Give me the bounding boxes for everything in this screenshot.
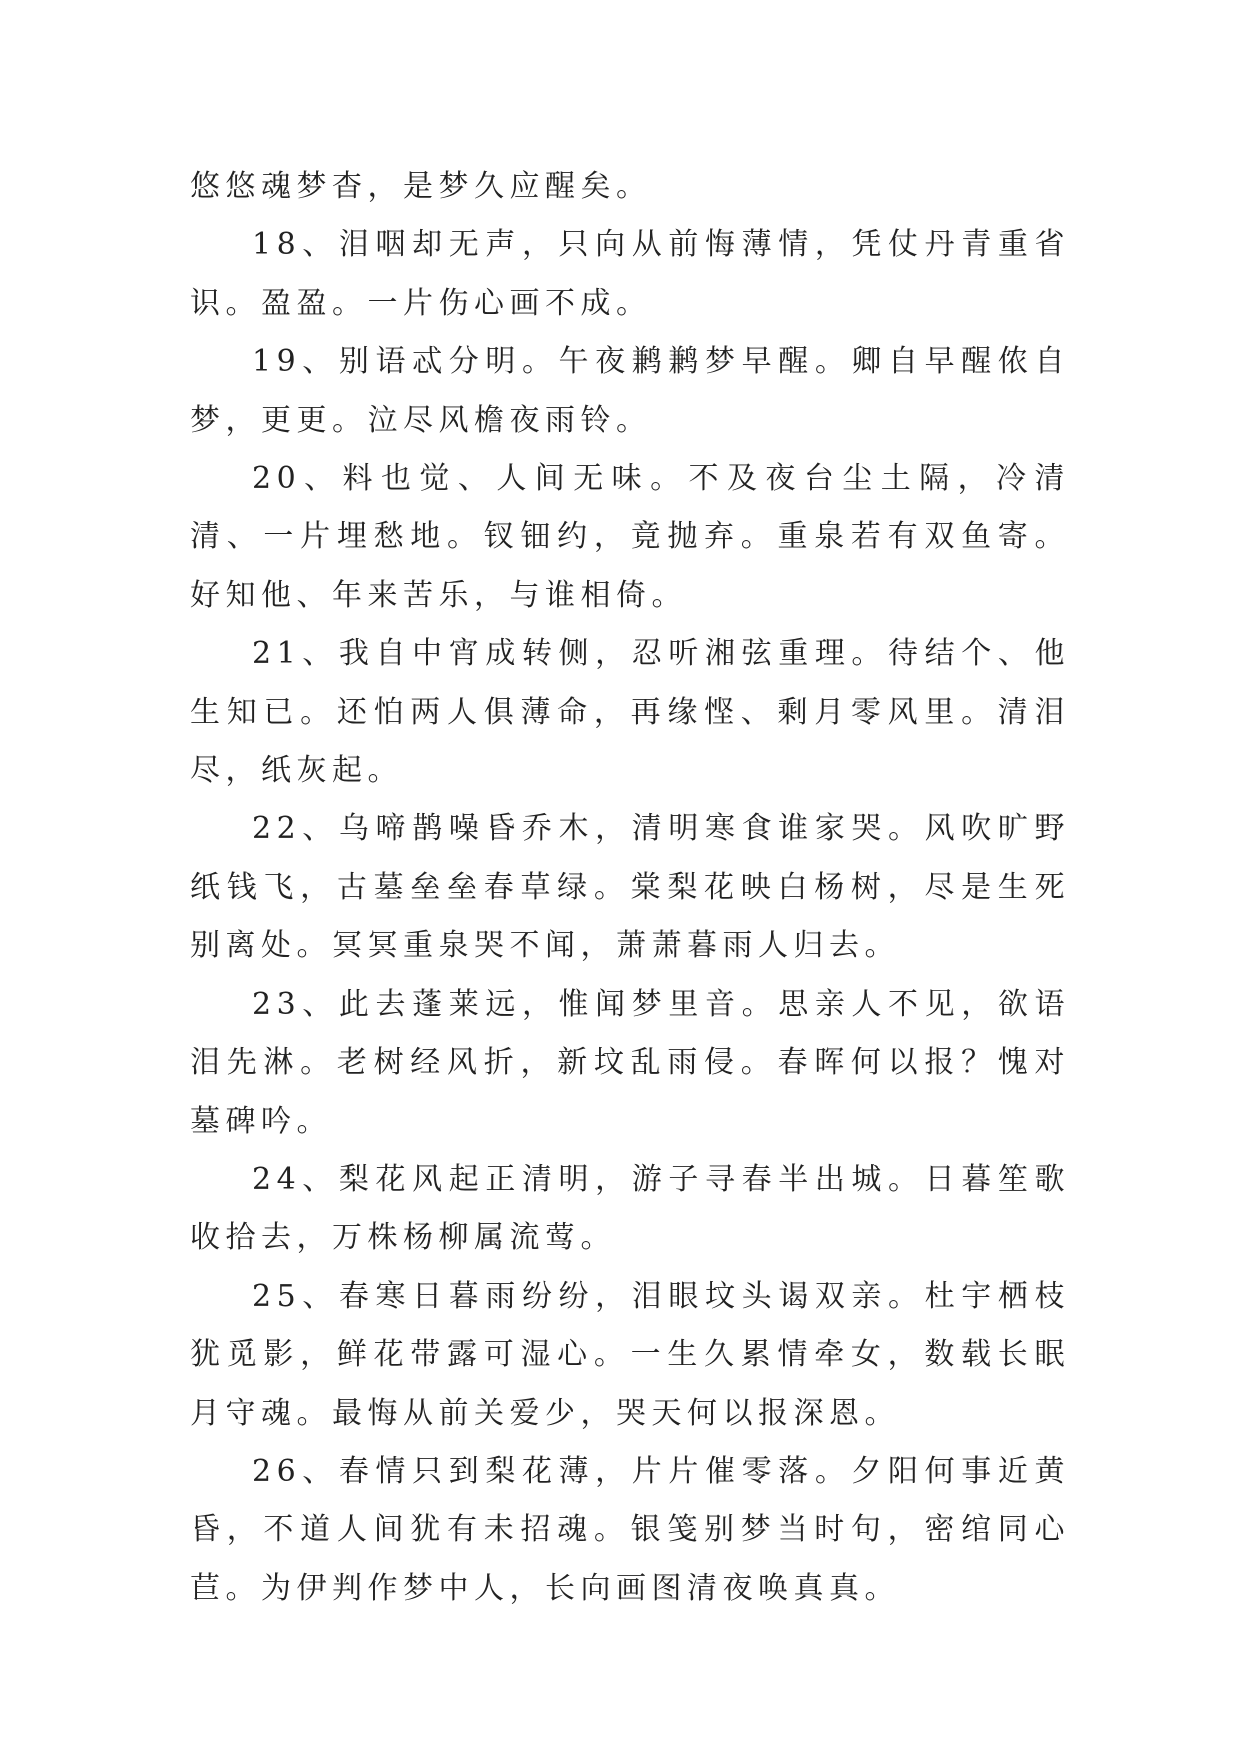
paragraph-24: 24、梨花风起正清明，游子寻春半出城。日暮笙歌收拾去，万株杨柳属流莺。	[190, 1161, 1070, 1256]
paragraph-20: 20、料也觉、人间无味。不及夜台尘土隔，冷清清、一片埋愁地。钗钿约，竟抛弃。重泉若有双鱼寄。好知他、年来苦乐，与谁相倚。	[190, 461, 1070, 613]
document-body	[190, 158, 1070, 1618]
paragraph-18: 18、泪咽却无声，只向从前悔薄情，凭仗丹青重省识。盈盈。一片伤心画不成。	[190, 227, 1070, 321]
paragraph-26: 26、春情只到梨花薄，片片催零落。夕阳何事近黄昏，不道人间犹有未招魂。银笺别梦当时句，密绾同心苣。为伊判作梦中人，长向画图清夜唤真真。	[190, 1453, 1070, 1606]
paragraph-19: 19、别语忒分明。午夜鹣鹣梦早醒。卿自早醒侬自梦，更更。泣尽风檐夜雨铃。	[190, 344, 1070, 438]
paragraph-22: 22、乌啼鹊噪昏乔木，清明寒食谁家哭。风吹旷野纸钱飞，古墓垒垒春草绿。棠梨花映白杨树，尽是生死别离处。冥冥重泉哭不闻，萧萧暮雨人归去。	[190, 811, 1070, 964]
paragraph-continuation: 悠悠魂梦杳，是梦久应醒矣。	[190, 169, 652, 204]
paragraph-21: 21、我自中宵成转侧，忍听湘弦重理。待结个、他生知已。还怕两人俱薄命，再缘悭、剩月零风里。清泪尽，纸灰起。	[190, 636, 1070, 789]
paragraph-25: 25、春寒日暮雨纷纷，泪眼坟头谒双亲。杜宇栖枝犹觅影，鲜花带露可湿心。一生久累情牵女，数载长眠月守魂。最悔从前关爱少，哭天何以报深恩。	[190, 1278, 1070, 1431]
paragraph-23: 23、此去蓬莱远，惟闻梦里音。思亲人不见，欲语泪先淋。老树经风折，新坟乱雨侵。春晖何以报？愧对墓碑吟。	[190, 986, 1070, 1139]
